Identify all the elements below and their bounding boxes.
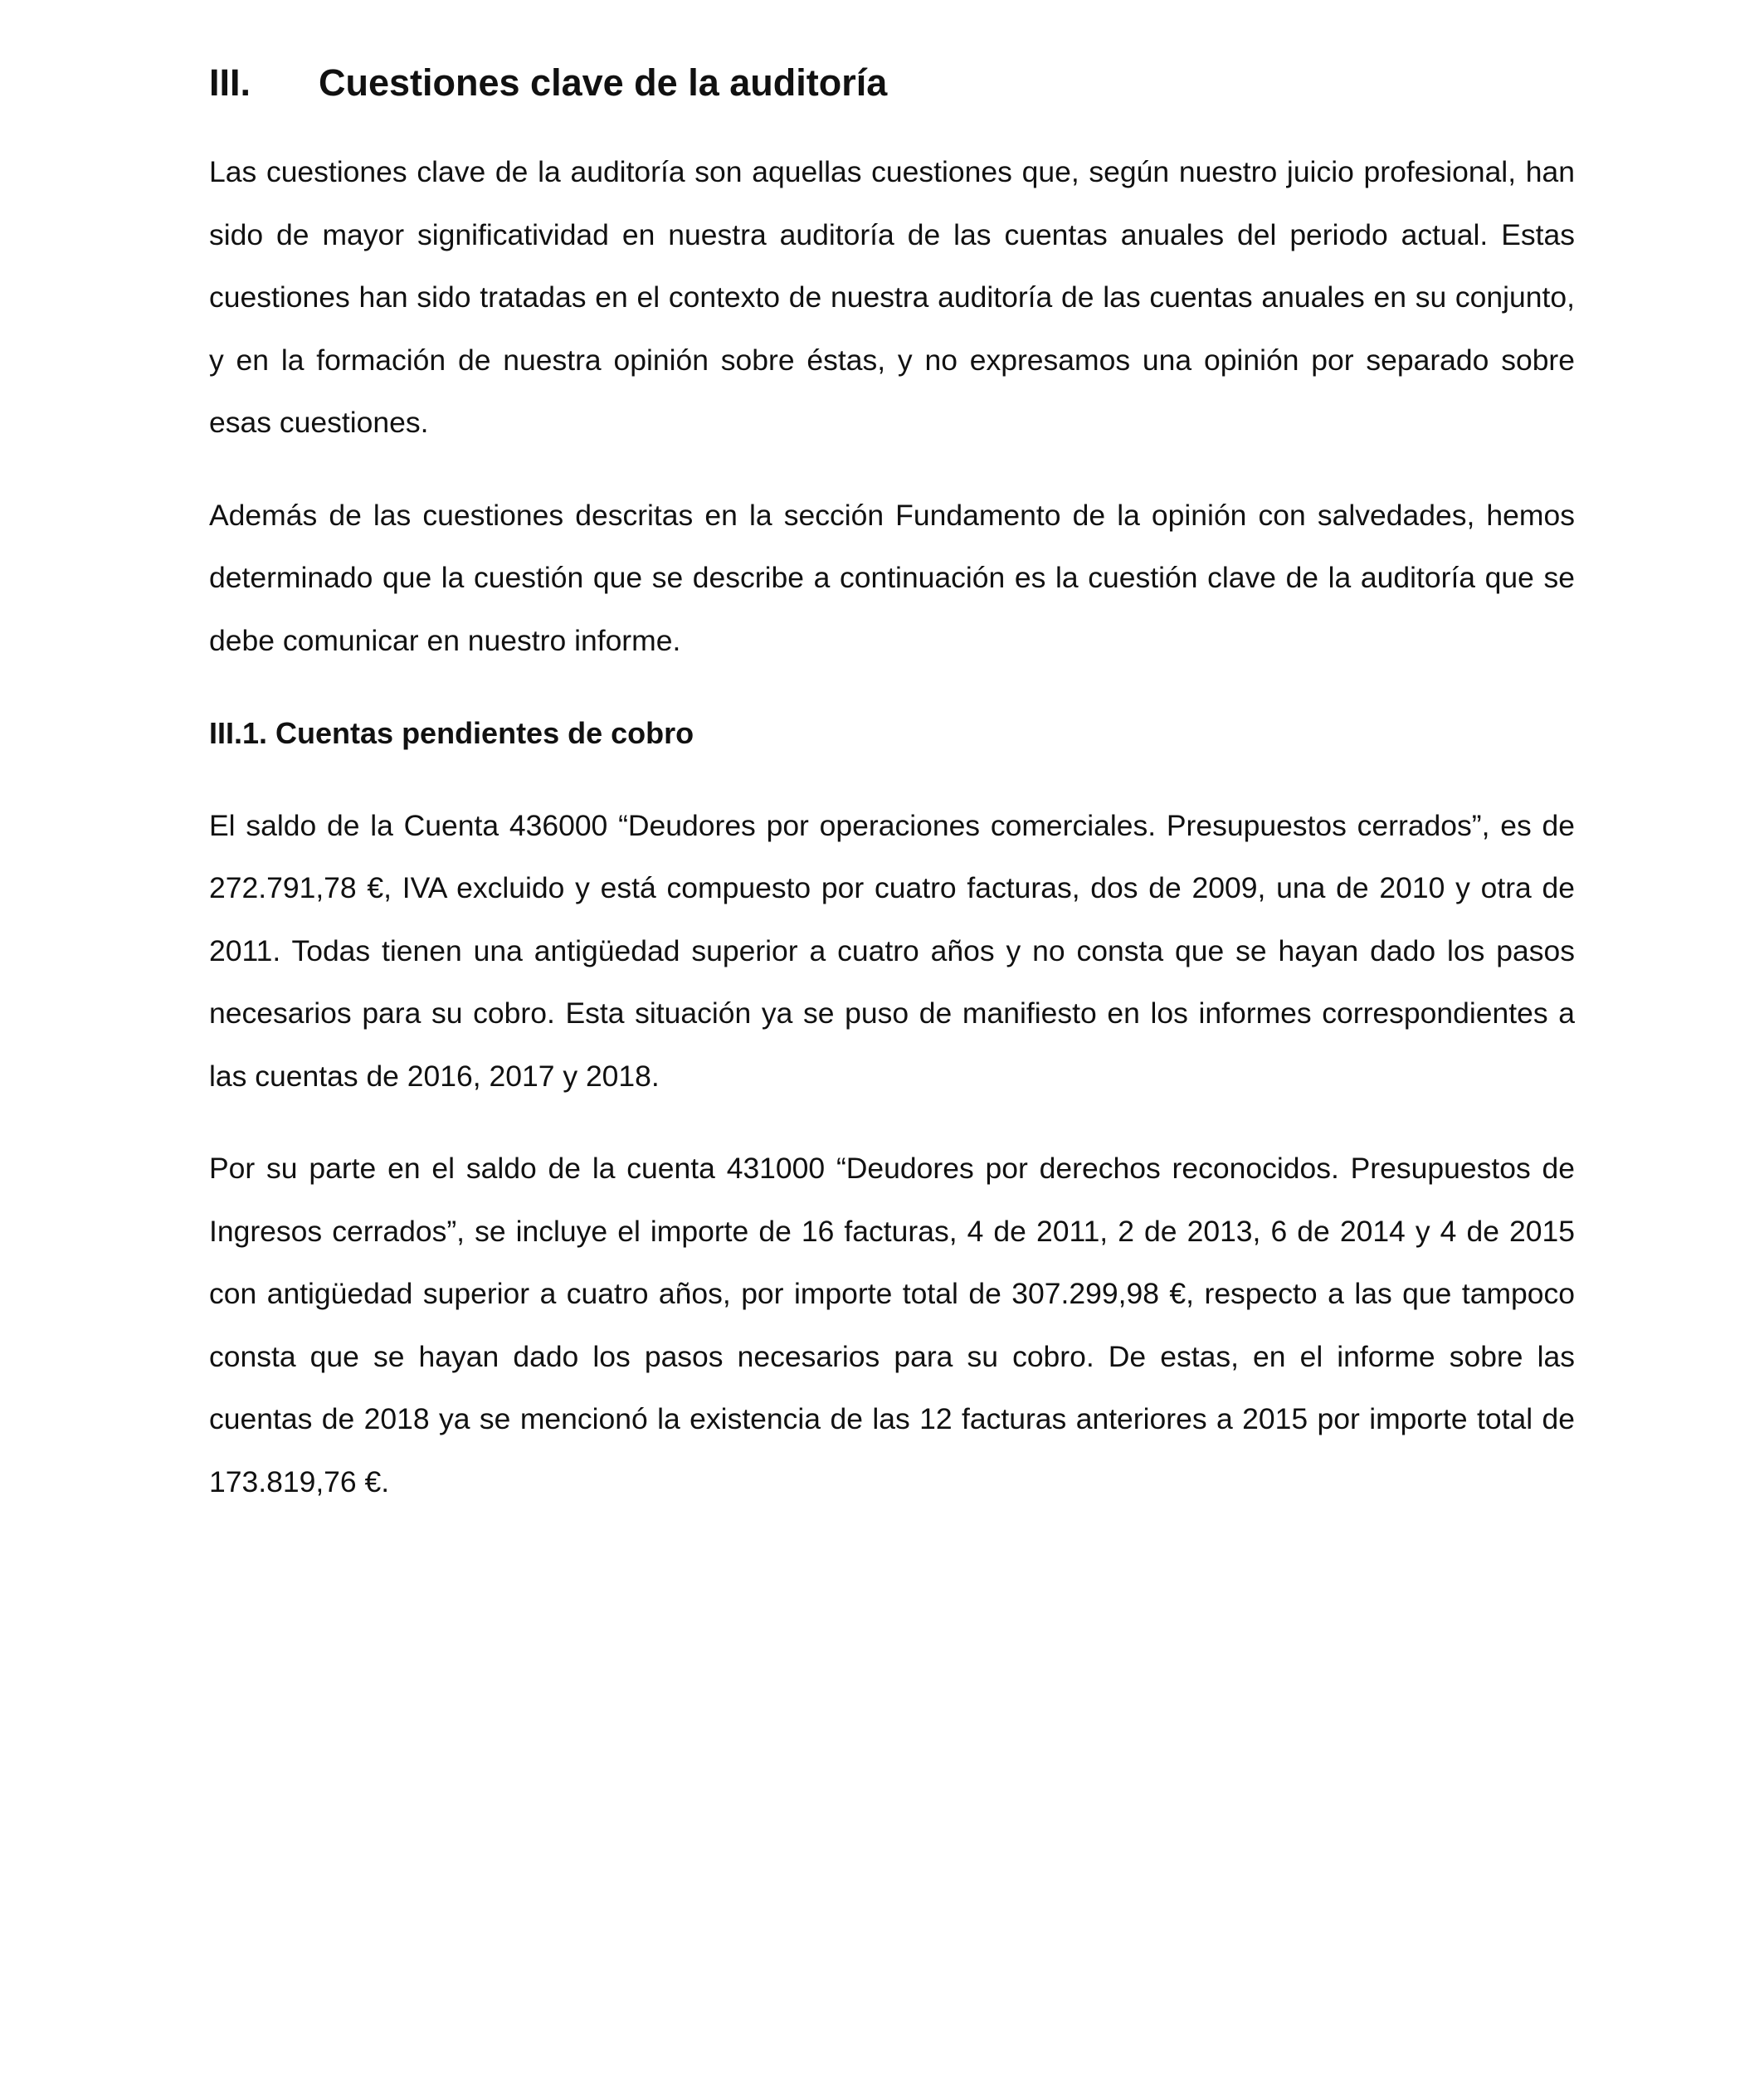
paragraph-intro-1: Las cuestiones clave de la auditoría son aquellas cuestiones que, según nuestro juicio profesional, han sido de mayor significatividad en nuestra auditoría de las cuentas anuales del periodo actual. Estas cuestiones han sido tratadas en el contexto de nuestra auditoría de las cuentas anuales en su conjunto, y en la formación de nuestra opinión sobre éstas, y no expresamos una opinión por separado sobre esas cuestiones. xyxy=(209,155,1575,439)
section-title: Cuestiones clave de la auditoría xyxy=(319,61,888,104)
document-page xyxy=(209,50,1575,1543)
paragraph-account-436000: El saldo de la Cuenta 436000 “Deudores por operaciones comerciales. Presupuestos cerrados”, es de 272.791,78 €, IVA excluido y está compuesto por cuatro facturas, dos de 2009, una de 2010 y otra de 2011. Todas tienen una antigüedad superior a cuatro años y no consta que se hayan dado los pasos necesarios para su cobro. Esta situación ya se puso de manifiesto en los informes correspondientes a las cuentas de 2016, 2017 y 2018. xyxy=(209,808,1575,1093)
subsection-heading: III.1. Cuentas pendientes de cobro xyxy=(209,716,694,750)
paragraph-account-431000: Por su parte en el saldo de la cuenta 431000 “Deudores por derechos reconocidos. Presupuestos de Ingresos cerrados”, se incluye el importe de 16 facturas, 4 de 2011, 2 de 2013, 6 de 2014 y 4 de 2015 con antigüedad superior a cuatro años, por importe total de 307.299,98 €, respecto a las que tampoco consta que se hayan dado los pasos necesarios para su cobro. De estas, en el informe sobre las cuentas de 2018 ya se mencionó la existencia de las 12 facturas anteriores a 2015 por importe total de 173.819,76 €. xyxy=(209,1152,1575,1498)
paragraph-intro-2: Además de las cuestiones descritas en la sección Fundamento de la opinión con salvedades, hemos determinado que la cuestión que se describe a continuación es la cuestión clave de la auditoría que se debe comunicar en nuestro informe. xyxy=(209,498,1575,657)
section-heading xyxy=(209,50,1575,116)
section-number: III. xyxy=(209,61,251,104)
